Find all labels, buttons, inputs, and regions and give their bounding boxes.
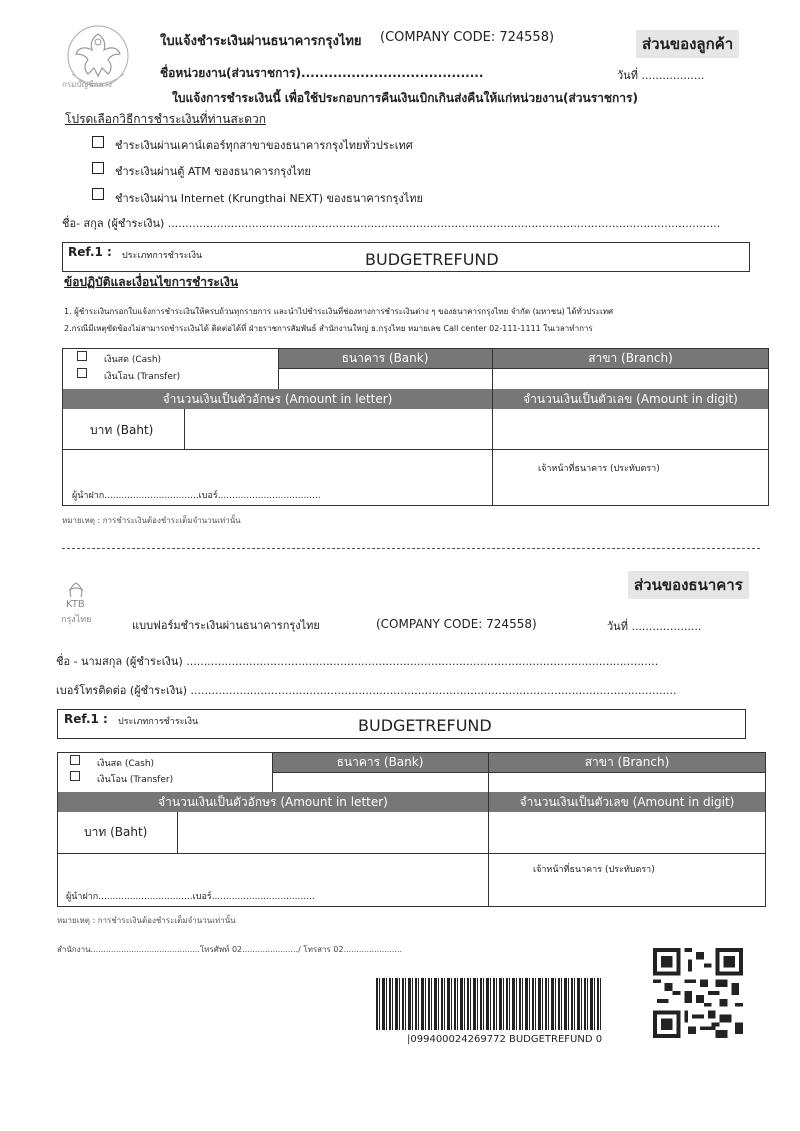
bottom-branch-header: สาขา (Branch) <box>489 753 765 772</box>
divider <box>58 853 765 854</box>
bank-officer-label: เจ้าหน้าที่ธนาคาร (ประทับตรา) <box>538 464 660 474</box>
ktb-logo-icon <box>65 582 87 598</box>
method-atm-label: ชำระเงินผ่านตู้ ATM ของธนาคารกรุงไทย <box>115 165 311 178</box>
ref-type: ประเภทการชำระเงิน <box>122 251 203 261</box>
note-text: หมายเหตุ : การชำระเงินต้องชำระเต็มจำนวนเท่านั้น <box>62 516 241 525</box>
ktb-logo-text: KTB <box>66 599 85 610</box>
terms-heading: ข้อปฏิบัติและเงื่อนไขการชำระเงิน <box>64 275 239 289</box>
ref-value: BUDGETREFUND <box>365 250 499 269</box>
method-internet-checkbox[interactable] <box>92 188 104 200</box>
choose-method-heading: โปรดเลือกวิธีการชำระเงินที่ท่านสะดวก <box>65 112 267 126</box>
terms-line-2: 2.กรณีมีเหตุขัดข้องไม่สามารถชำระเงินได้ ติดต่อได้ที่ ฝ่ายราชการสัมพันธ์ สำนักงานใหญ่ ธ.กรุงไทย หมายเลข Call center 02-111-1111 ในเวลาทำการ <box>64 324 593 333</box>
divider <box>177 812 178 853</box>
divider <box>492 349 493 389</box>
bottom-note-text: หมายเหตุ : การชำระเงินต้องชำระเต็มจำนวนเท่านั้น <box>57 916 236 925</box>
bank-header: ธนาคาร (Bank) <box>278 349 492 368</box>
ref-label: Ref.1 : <box>68 245 112 259</box>
depositor-field[interactable]: ผู้นำฝาก.................................เบอร์.................................... <box>72 491 321 501</box>
bottom-ref-value: BUDGETREFUND <box>358 716 492 735</box>
bottom-cash-checkbox[interactable] <box>70 755 80 765</box>
method-internet-label: ชำระเงินผ่าน Internet (Krungthai NEXT) ของธนาคารกรุงไทย <box>115 192 423 205</box>
bottom-cash-label: เงินสด (Cash) <box>97 759 155 769</box>
amount-digit-header: จำนวนเงินเป็นตัวเลข (Amount in digit) <box>493 389 768 409</box>
bottom-transfer-checkbox[interactable] <box>70 771 80 781</box>
bottom-amount-letter-input[interactable] <box>179 813 487 852</box>
branch-header: สาขา (Branch) <box>493 349 768 368</box>
bank-section-label: ส่วนของธนาคาร <box>628 571 749 599</box>
bottom-ref-type: ประเภทการชำระเงิน <box>118 717 199 727</box>
divider <box>492 389 493 506</box>
seal-caption: กรมบัญชีกลาง <box>62 80 112 89</box>
bottom-amount-letter-header: จำนวนเงินเป็นตัวอักษร (Amount in letter) <box>58 792 488 812</box>
divider <box>488 792 489 907</box>
barcode <box>376 978 601 1030</box>
method-counter-checkbox[interactable] <box>92 136 104 148</box>
divider <box>272 772 765 773</box>
bottom-baht-label: บาท (Baht) <box>84 825 148 839</box>
barcode-text: |099400024269772 BUDGETREFUND 0 <box>407 1034 603 1045</box>
purpose-text: ใบแจ้งการชำระเงินนี้ เพื่อใช้ประกอบการคืนเงินเบิกเกินส่งคืนให้แก่หน่วยงาน(ส่วนราชการ) <box>172 91 638 105</box>
bottom-ref-label: Ref.1 : <box>64 712 108 726</box>
date-field[interactable]: วันที่ .................. <box>617 69 705 82</box>
transfer-checkbox[interactable] <box>77 368 87 378</box>
customer-section-label: ส่วนของลูกค้า <box>636 30 739 58</box>
company-code: (COMPANY CODE: 724558) <box>380 30 555 45</box>
amount-letter-input[interactable] <box>186 410 491 448</box>
bottom-amount-digit-input[interactable] <box>490 813 764 852</box>
bottom-transfer-label: เงินโอน (Transfer) <box>97 775 174 785</box>
bottom-depositor-field[interactable]: ผู้นำฝาก.................................เบอร์.................................... <box>66 892 315 902</box>
form-title: แบบฟอร์มชำระเงินผ่านธนาคารกรุงไทย <box>132 619 320 632</box>
divider <box>63 449 768 450</box>
divider <box>184 409 185 449</box>
page-title: ใบแจ้งชำระเงินผ่านธนาคารกรุงไทย <box>160 34 362 49</box>
amount-digit-input[interactable] <box>494 410 767 448</box>
method-atm-checkbox[interactable] <box>92 162 104 174</box>
bottom-bank-header: ธนาคาร (Bank) <box>272 753 488 772</box>
bottom-date-field[interactable]: วันที่ .................... <box>607 620 702 633</box>
amount-letter-header: จำนวนเงินเป็นตัวอักษร (Amount in letter) <box>63 389 492 409</box>
cash-checkbox[interactable] <box>77 351 87 361</box>
baht-label: บาท (Baht) <box>90 423 154 437</box>
ktb-logo-thai: กรุงไทย <box>61 615 92 625</box>
office-line: สำนักงาน...........................................โทรศัพท์ 02....................../ โทรสาร 02....................... <box>57 945 403 954</box>
method-counter-label: ชำระเงินผ่านเคาน์เตอร์ทุกสาขาของธนาคารกรุงไทยทั่วประเทศ <box>115 139 413 152</box>
divider <box>278 349 279 389</box>
payer-name-field[interactable]: ชื่อ- สกุล (ผู้ชำระเงิน) .............................................................................................................................................................. <box>62 217 721 230</box>
cut-line <box>62 548 760 549</box>
bottom-company-code: (COMPANY CODE: 724558) <box>376 617 537 631</box>
bottom-phone-field[interactable]: เบอร์โทรติดต่อ (ผู้ชำระเงิน) ........................................................................................................................................... <box>56 684 677 697</box>
transfer-label: เงินโอน (Transfer) <box>104 372 181 382</box>
bottom-payer-name-field[interactable]: ชื่อ - นามสกุล (ผู้ชำระเงิน) ....................................................................................................................................... <box>56 655 659 668</box>
divider <box>278 368 768 369</box>
agency-line[interactable]: ชื่อหน่วยงาน(ส่วนราชการ)........................................ <box>160 66 484 80</box>
cash-label: เงินสด (Cash) <box>104 355 162 365</box>
bottom-amount-digit-header: จำนวนเงินเป็นตัวเลข (Amount in digit) <box>489 792 765 812</box>
terms-line-1: 1. ผู้ชำระเงินกรอกใบแจ้งการชำระเงินให้ครบถ้วนทุกรายการ และนำไปชำระเงินที่ช่องทางการชำระเงินต่าง ๆ ของธนาคารกรุงไทย จำกัด (มหาชน) ได้ทั่วประเทศ <box>64 307 614 316</box>
qr-code-icon <box>652 948 744 1038</box>
bottom-bank-officer-label: เจ้าหน้าที่ธนาคาร (ประทับตรา) <box>533 865 655 875</box>
